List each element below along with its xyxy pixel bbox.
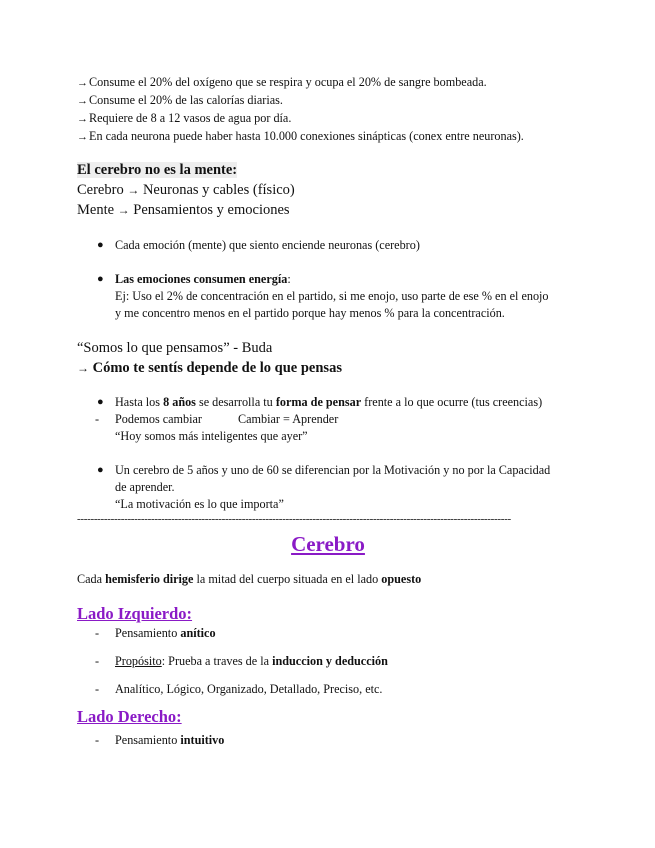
- bullet-dot-icon: ●: [97, 239, 104, 251]
- fact-item: →Consume el 20% de las calorías diarias.: [77, 92, 579, 110]
- arrow-icon: →: [77, 131, 88, 143]
- dash-marker: -: [95, 682, 100, 696]
- dash-marker: -: [95, 412, 100, 426]
- quote-bullets: [77, 394, 579, 513]
- mind-heading-row: [77, 160, 579, 180]
- document-page: [77, 74, 579, 749]
- mind-bullets: [77, 237, 579, 322]
- dash-marker: -: [95, 654, 100, 668]
- list-item: - Podemos cambiar Cambiar = Aprender “Hoy somos más inteligentes que ayer”: [95, 412, 339, 443]
- left-side-list: [77, 625, 579, 698]
- bullet-dot-icon: ●: [97, 273, 104, 285]
- separator-line: ---------------------------------------------------------------------------------------------------------------------------------: [77, 513, 511, 525]
- cerebro-line: Cerebro → Neuronas y cables (físico): [77, 182, 295, 198]
- fact-item: →En cada neurona puede haber hasta 10.000 conexiones sinápticas (conex entre neuronas).: [77, 128, 579, 146]
- fact-item: →Consume el 20% del oxígeno que se respira y ocupa el 20% de sangre bombeada.: [77, 74, 579, 92]
- facts-list: [77, 74, 579, 146]
- bullet-dot-icon: ●: [97, 396, 104, 408]
- arrow-icon: →: [77, 113, 88, 125]
- arrow-icon: →: [117, 203, 130, 217]
- arrow-icon: →: [77, 95, 88, 107]
- feel-line: → Cómo te sentís depende de lo que pensas: [77, 360, 342, 376]
- arrow-icon: →: [77, 361, 89, 375]
- right-side-list: [77, 732, 579, 749]
- dash-marker: -: [95, 626, 100, 640]
- dash-marker: -: [95, 733, 100, 747]
- list-item: ● Hasta los 8 años se desarrolla tu forma de pensar frente a lo que ocurre (tus creencias): [97, 395, 543, 409]
- hemisferio-intro: Cada hemisferio dirige la mitad del cuerpo situada en el lado opuesto: [77, 572, 422, 586]
- arrow-icon: →: [127, 183, 140, 197]
- mind-heading: El cerebro no es la mente:: [77, 162, 238, 178]
- list-item: ● Las emociones consumen energía: Ej: Uso el 2% de concentración en el partido, si me enojo, uso parte de ese % en el enojo y me concentro menos en el partido porque hay menos % para la concentración.: [97, 272, 549, 320]
- left-side-title: Lado Izquierdo:: [77, 604, 193, 623]
- list-item: - Pensamiento intuitivo: [95, 733, 225, 747]
- cerebro-title: Cerebro: [291, 532, 365, 556]
- list-item: - Pensamiento anítico: [95, 626, 216, 640]
- right-side-title: Lado Derecho:: [77, 707, 182, 726]
- list-item: ● Cada emoción (mente) que siento enciende neuronas (cerebro): [97, 238, 420, 252]
- list-item: - Propósito: Prueba a traves de la induccion y deducción: [95, 654, 388, 668]
- fact-item: →Requiere de 8 a 12 vasos de agua por día.: [77, 110, 579, 128]
- mente-line: Mente → Pensamientos y emociones: [77, 202, 290, 218]
- arrow-icon: →: [77, 77, 88, 89]
- list-item: ● Un cerebro de 5 años y uno de 60 se diferencian por la Motivación y no por la Capacidad de aprender. “La motivación es lo que importa”: [97, 463, 551, 511]
- buda-quote: “Somos lo que pensamos” - Buda: [77, 340, 273, 356]
- bullet-dot-icon: ●: [97, 464, 104, 476]
- list-item: - Analítico, Lógico, Organizado, Detallado, Preciso, etc.: [95, 682, 383, 696]
